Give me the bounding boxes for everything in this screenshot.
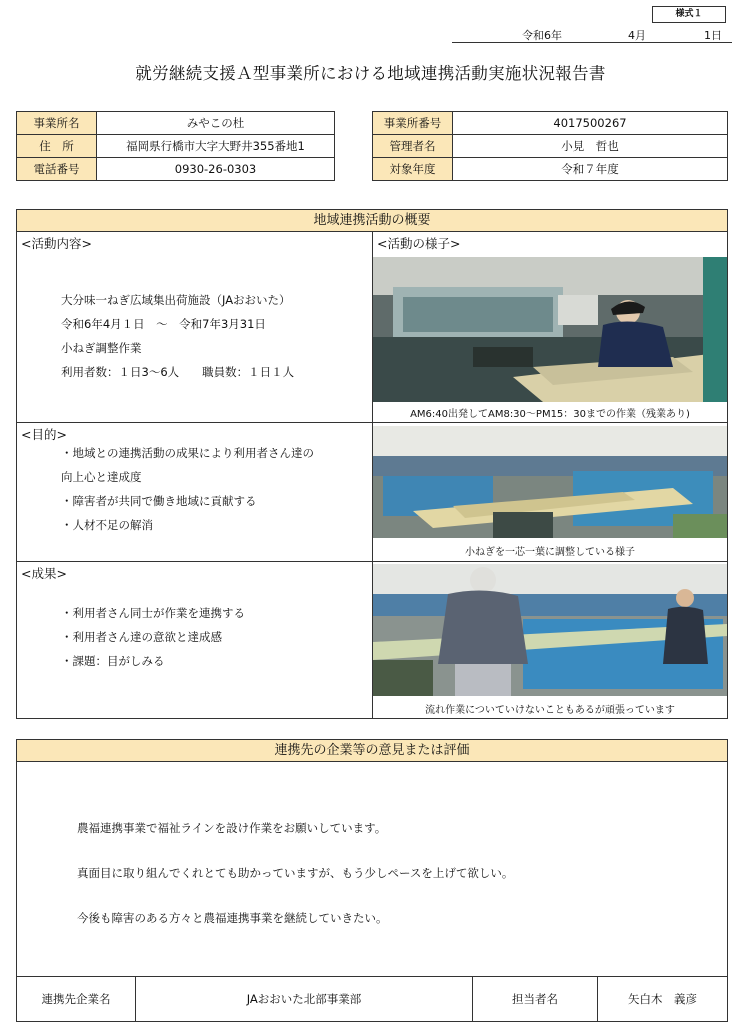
opinion-line-3: 今後も障害のある方々と農福連携事業を継続していきたい。 [77,911,388,925]
activity-content-lines [61,288,294,384]
opinion-line-2: 真面目に取り組んでくれとても助かっていますが、もう少しペースを上げて欲しい。 [77,866,514,880]
facility-meta-table [372,111,728,181]
purpose-line: ・人材不足の解消 [61,518,153,532]
facility-name-value: みやこの杜 [97,112,335,135]
conveyor-photo-illustration [373,564,727,696]
document-title: 就労継続支援Ａ型事業所における地域連携活動実施状況報告書 [135,64,606,83]
partner-opinion-heading: 連携先の企業等の意見または評価 [17,740,727,762]
activity-task: 小ねぎ調整作業 [61,341,142,355]
target-year-value: 令和７年度 [453,158,728,181]
photo-3-cell [373,562,727,718]
activity-content-title: <活動内容> [21,236,92,251]
purpose-line: ・地域との連携活動の成果により利用者さん達の [61,446,314,460]
work-line-photo-illustration [373,257,727,402]
facility-name-label: 事業所名 [17,112,97,135]
manager-value: 小見 哲也 [453,135,728,158]
date-day: 1日 [704,29,722,42]
results-title: <成果> [21,566,67,581]
purpose-cell [17,423,372,562]
date-month: 4月 [628,29,646,42]
manager-label: 管理者名 [373,135,453,158]
phone-value: 0930-26-0303 [97,158,335,181]
activity-photo-3 [373,564,727,696]
address-label: 住 所 [17,135,97,158]
sorting-photo-illustration [373,426,727,538]
activity-period: 令和6年4月１日 ～ 令和7年3月31日 [61,317,266,331]
purpose-lines [61,441,314,537]
activity-photo-1 [373,257,727,402]
results-line: ・利用者さん同士が作業を連携する [61,606,245,620]
facility-info-table [16,111,335,181]
purpose-line: ・障害者が共同で働き地域に貢献する [61,494,257,508]
facility-number-label: 事業所番号 [373,112,453,135]
photo-2-cell [373,423,727,562]
opinion-line-1: 農福連携事業で福祉ラインを設け作業をお願いしています。 [77,821,387,835]
activity-overview-panel [16,209,728,719]
overview-heading: 地域連携活動の概要 [17,210,727,232]
partner-company-label: 連携先企業名 [17,977,136,1022]
results-lines [61,601,245,673]
partner-company-value: JAおおいた北部事業部 [136,977,473,1022]
photo-1-caption: AM6:40出発してAM8:30～PM15：30までの作業（残業あり) [410,409,690,420]
purpose-title: <目的> [21,427,67,442]
report-date [452,27,732,43]
address-value: 福岡県行橋市大字大野井355番地1 [97,135,335,158]
target-year-label: 対象年度 [373,158,453,181]
activity-scene-title: <活動の様子> [377,236,461,251]
purpose-line: 向上心と達成度 [61,470,142,484]
results-line: ・利用者さん達の意欲と達成感 [61,630,222,644]
activity-headcount: 利用者数：１日3～6人 職員数：１日１人 [61,365,295,379]
date-era-year: 令和6年 [522,29,562,42]
activity-scene-cell [373,232,727,423]
form-number-tag: 様式１ [652,6,726,23]
activity-content-cell [17,232,372,423]
facility-number-value: 4017500267 [453,112,728,135]
results-line: ・課題：目がしみる [61,654,165,668]
activity-place: 大分味一ねぎ広域集出荷施設（JAおおいた） [61,293,291,307]
photo-3-caption: 流れ作業についていけないこともあるが頑張っています [425,705,675,716]
phone-label: 電話番号 [17,158,97,181]
partner-person-label: 担当者名 [473,977,598,1022]
activity-photo-2 [373,426,727,538]
partner-opinion-panel [16,739,728,976]
partner-contact-table [16,976,728,1022]
photo-2-caption: 小ねぎを一芯一葉に調整している様子 [465,547,635,558]
partner-person-value: 矢白木 義彦 [598,977,728,1022]
results-cell [17,562,372,718]
